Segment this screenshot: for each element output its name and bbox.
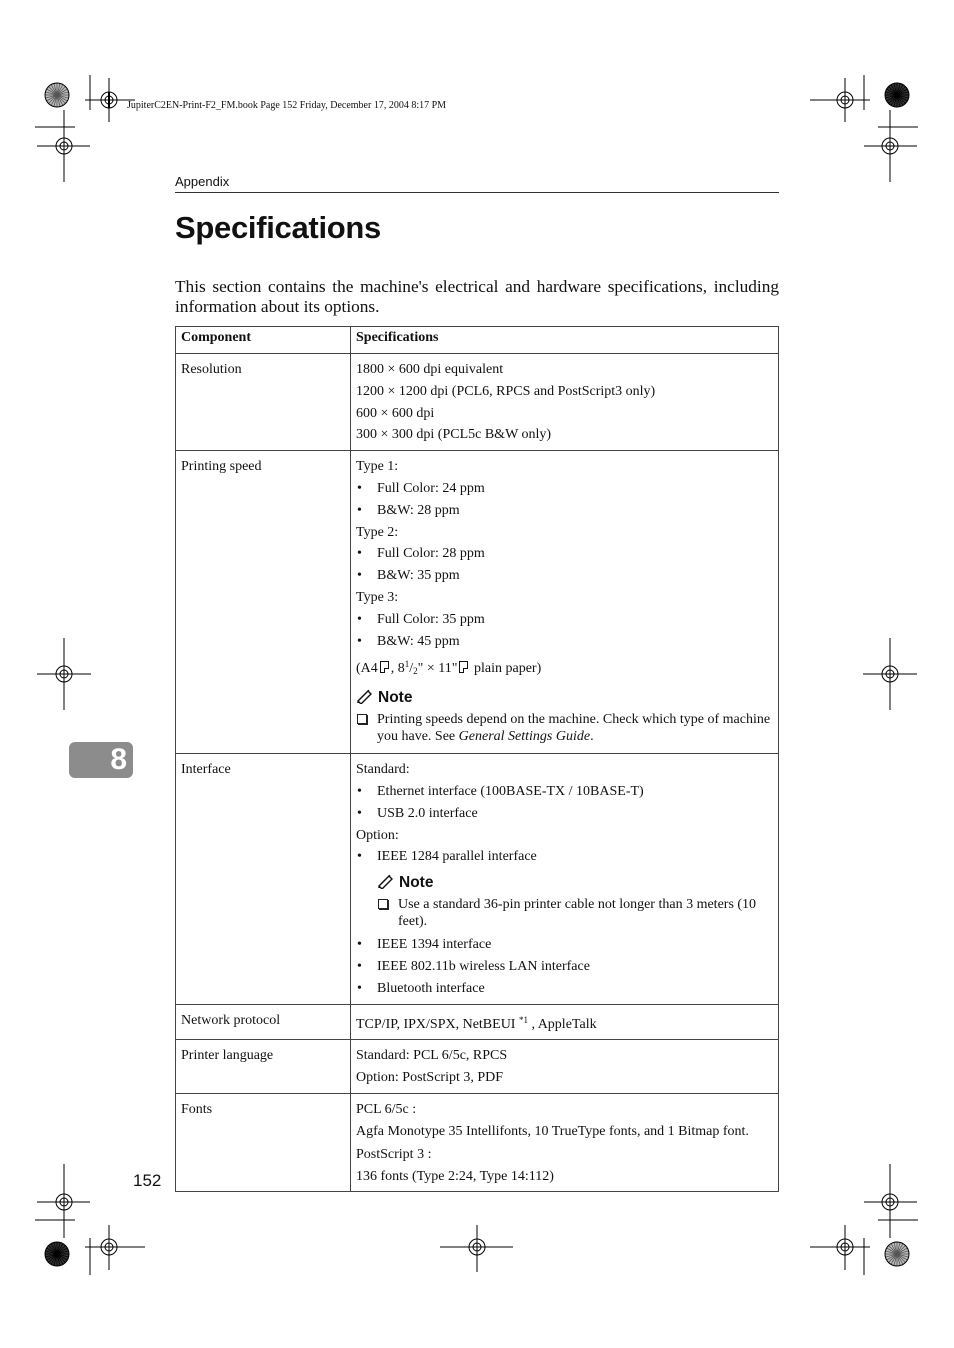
portrait-paper-icon [380, 661, 389, 673]
list-item: • Ethernet interface (100BASE-TX / 10BASE-T) [356, 781, 773, 803]
row-label-printer-language: Printer language [176, 1040, 351, 1094]
type-2-heading: Type 2: [356, 524, 399, 540]
postscript-fonts-value: 136 fonts (Type 2:24, Type 14:112) [356, 1168, 554, 1184]
chapter-tab: 8 [69, 742, 133, 778]
note-heading: Note [356, 688, 773, 708]
row-label-resolution: Resolution [176, 354, 351, 451]
column-header-specifications: Specifications [351, 327, 779, 354]
table-row-interface [176, 754, 779, 1004]
intro-paragraph: This section contains the machine's electrical and hardware specifications, including information about its options. [175, 277, 779, 316]
option-heading: Option: [356, 827, 399, 843]
row-specs-printing-speed [351, 451, 779, 754]
resolution-value: 300 × 300 dpi (PCL5c B&W only) [356, 427, 552, 443]
header-rule [175, 192, 779, 193]
list-item: • Bluetooth interface [356, 978, 773, 1000]
list-item: • Full Color: 35 ppm [356, 609, 773, 631]
standard-heading: Standard: [356, 762, 410, 778]
row-label-interface: Interface [176, 754, 351, 1004]
book-info-line: JupiterC2EN-Print-F2_FM.book Page 152 Friday, December 17, 2004 8:17 PM [127, 100, 447, 111]
list-item: • Full Color: 24 ppm [356, 478, 773, 500]
network-protocol-value: TCP/IP, IPX/SPX, NetBEUI $^{*1}$ , AppleTalk [356, 1014, 597, 1032]
row-specs-interface [351, 754, 779, 1004]
list-item: • IEEE 1394 interface [356, 934, 773, 956]
row-specs-printer-language [351, 1040, 779, 1094]
resolution-value: 1200 × 1200 dpi (PCL6, RPCS and PostScript3 only) [356, 383, 656, 399]
pcl-fonts-value: Agfa Monotype 35 Intellifonts, 10 TrueType fonts, and 1 Bitmap font. [356, 1123, 749, 1139]
note-text: Use a standard 36-pin printer cable not longer than 3 meters (10 feet). [377, 896, 773, 930]
note-heading: Note [377, 873, 773, 893]
specifications-table [175, 326, 779, 1192]
page-title: Specifications [175, 210, 381, 245]
registration-starburst-icon [45, 83, 69, 107]
row-specs-fonts [351, 1093, 779, 1191]
table-row-network-protocol [176, 1004, 779, 1040]
note-checkbox-icon [357, 714, 367, 724]
resolution-value: 1800 × 600 dpi equivalent [356, 362, 504, 377]
row-label-fonts: Fonts [176, 1093, 351, 1191]
table-row-printer-language [176, 1040, 779, 1094]
table-row-resolution [176, 354, 779, 451]
row-label-printing-speed: Printing speed [176, 451, 351, 754]
resolution-value: 600 × 600 dpi [356, 405, 435, 421]
registration-starburst-icon [885, 83, 909, 107]
postscript-heading: PostScript 3 : [356, 1146, 432, 1162]
table-row-fonts [176, 1093, 779, 1191]
section-label: Appendix [175, 174, 230, 189]
row-label-network-protocol: Network protocol [176, 1004, 351, 1040]
printer-language-value: Option: PostScript 3, PDF [356, 1070, 504, 1086]
registration-starburst-icon [885, 1242, 909, 1266]
note-text: Printing speeds depend on the machine. Check which type of machine you have. See General Settings Guide. [356, 711, 773, 745]
table-row-printing-speed [176, 451, 779, 754]
row-specs-resolution [351, 354, 779, 451]
list-item: • IEEE 1284 parallel interface [356, 846, 773, 868]
column-header-component: Component [176, 327, 351, 354]
printer-language-value: Standard: PCL 6/5c, RPCS [356, 1048, 508, 1064]
list-item: • IEEE 802.11b wireless LAN interface [356, 956, 773, 978]
note-checkbox-icon [378, 899, 388, 909]
list-item: • B&W: 28 ppm [356, 500, 773, 522]
type-1-heading: Type 1: [356, 459, 399, 475]
pcl-heading: PCL 6/5c : [356, 1101, 417, 1117]
interface-note [377, 873, 773, 930]
table-header-row [176, 327, 779, 354]
portrait-paper-icon [459, 661, 468, 673]
registration-starburst-icon [45, 1242, 69, 1266]
pencil-note-icon [356, 688, 374, 704]
list-item: • USB 2.0 interface [356, 803, 773, 825]
list-item: • B&W: 35 ppm [356, 565, 773, 587]
page-number: 152 [133, 1171, 162, 1190]
paper-size-note: (A4 , $8^1/_2$" × 11" plain paper) [356, 659, 542, 677]
type-3-heading: Type 3: [356, 589, 399, 605]
list-item: • B&W: 45 ppm [356, 631, 773, 653]
row-specs-network-protocol [351, 1004, 779, 1040]
list-item: • Full Color: 28 ppm [356, 543, 773, 565]
pencil-note-icon [377, 873, 395, 889]
